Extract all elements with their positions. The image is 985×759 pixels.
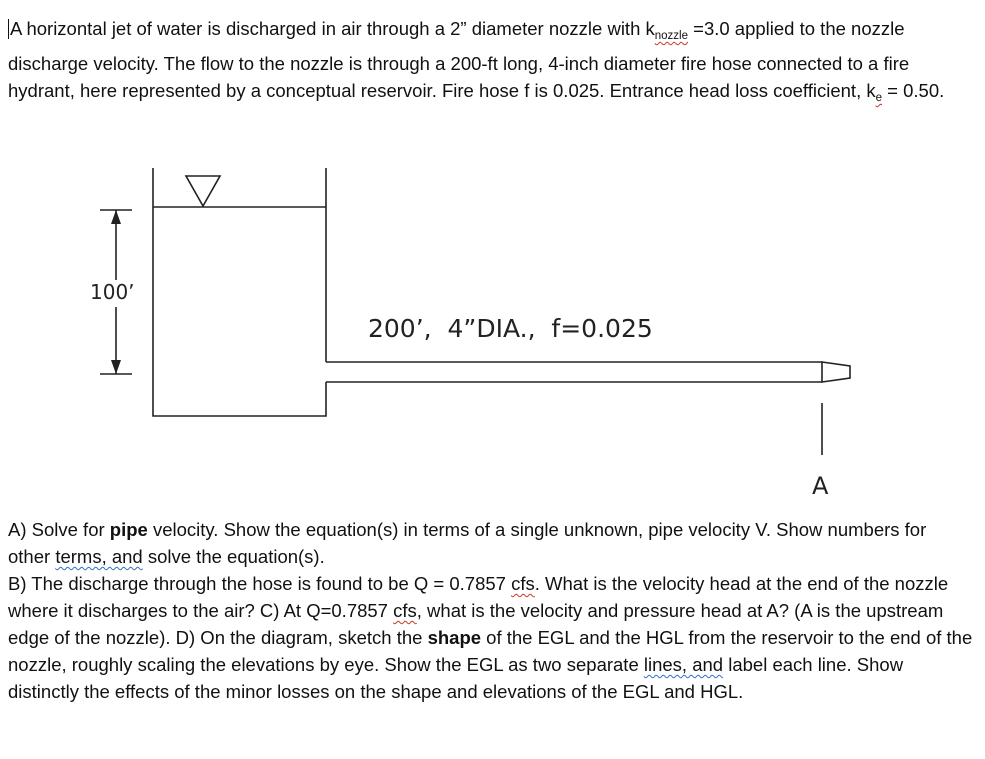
- question-text: [8, 516, 973, 705]
- q-a-text-1: A) Solve for: [8, 519, 110, 540]
- q-b-text-2: . What is the velocity head at the end of the nozzle where it discharges to the air? C) At Q=0.7857: [8, 573, 949, 621]
- dimension-arrow-bottom: [111, 360, 121, 374]
- water-level-symbol: [186, 176, 220, 206]
- q-d-grammar-flag: lines, and: [643, 654, 724, 675]
- q-d-text-3: label each line. Show distinctly the effects of the minor losses on the shape and elevations of the EGL and HGL.: [8, 654, 904, 702]
- nozzle-outline: [822, 362, 850, 382]
- intro-text-3: = 0.50.: [882, 80, 945, 101]
- k-nozzle-subscript: nozzle: [654, 30, 688, 42]
- pipe-label: 200’, 4”DIA., f=0.025: [368, 314, 653, 343]
- intro-text-1: A horizontal jet of water is discharged in air through a 2” diameter nozzle with k: [10, 18, 655, 39]
- q-c-text-2: , what is the velocity and pressure head at A? (A is the upstream edge of the nozzle). D) On the diagram, sketch the: [8, 600, 944, 648]
- q-b-text-1: B) The discharge through the hose is found to be Q = 0.7857: [8, 573, 512, 594]
- height-label: 100’: [90, 280, 135, 304]
- point-a-label: A: [812, 472, 829, 500]
- q-c-cfs: cfs: [393, 600, 417, 621]
- q-d-bold: shape: [427, 627, 482, 648]
- q-b-cfs: cfs: [511, 573, 535, 594]
- k-e-subscript: e: [875, 92, 883, 104]
- q-d-text-2: of the EGL and the HGL from the reservoir to the end of the nozzle, roughly scaling the elevations by eye. Show the EGL as two separate: [8, 627, 973, 675]
- dimension-arrow-top: [111, 210, 121, 224]
- q-a-bold: pipe: [109, 519, 148, 540]
- reservoir-outline: [153, 168, 326, 416]
- q-a-text-2: velocity. Show the equation(s) in terms of a single unknown, pipe velocity V. Show numbers for other: [8, 519, 927, 567]
- intro-text-2: =3.0 applied to the nozzle discharge velocity. The flow to the nozzle is through a 200-ft long, 4-inch diameter fire hose connected to a fire hydrant, here represented by a conceptual reservoir. Fire hose f is 0.025. Entrance head loss coefficient, k: [8, 18, 910, 101]
- q-a-grammar-flag: terms, and: [55, 546, 143, 567]
- q-a-text-3: solve the equation(s).: [142, 546, 325, 567]
